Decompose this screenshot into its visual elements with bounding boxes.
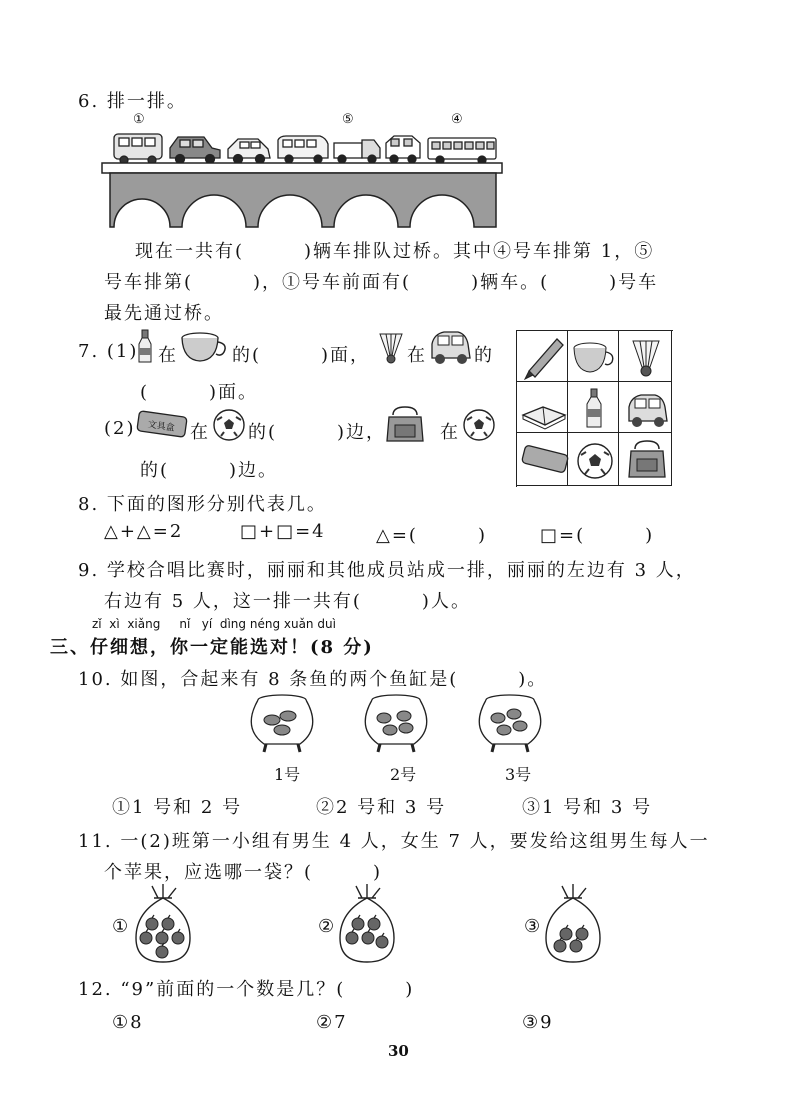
q10-option-1[interactable]: ①1 号和 2 号: [112, 797, 243, 818]
q9-line2: 右边有 5 人，这一排一共有( )人。: [104, 591, 471, 612]
grid-cell: [568, 331, 619, 382]
q6-line1: 现在一共有( )辆车排队过桥。其中④号车排第 1，⑤: [135, 241, 655, 262]
apple-icon: [162, 918, 174, 930]
van-icon: [278, 136, 328, 163]
apple-icon: [352, 918, 364, 930]
apple-icon: [570, 940, 582, 952]
q8-eq1: △+△=2: [104, 521, 184, 542]
apple-bag-1: [130, 882, 196, 966]
fish-bowl-icon: [248, 692, 316, 756]
bowl-label-2: 2号: [390, 765, 417, 784]
q11-line2: 个苹果，应选哪一袋？( ): [104, 862, 383, 883]
marker-4: ④: [451, 112, 464, 127]
grid-cell: [517, 331, 568, 382]
q10-option-3[interactable]: ③1 号和 3 号: [522, 797, 653, 818]
fish-bowl-icon: [362, 692, 430, 756]
q10-option-2[interactable]: ②2 号和 3 号: [316, 797, 447, 818]
q7-p1e: 的: [474, 345, 494, 366]
q7-p2d: 在: [440, 422, 460, 443]
soccer-ball-icon: [212, 408, 246, 442]
q7-p1b: 在: [158, 345, 178, 366]
q9-line1: 9. 学校合唱比赛时，丽丽和其他成员站成一排，丽丽的左边有 3 人，: [78, 560, 696, 581]
bag-label-3[interactable]: ③: [524, 916, 543, 937]
bowl-label-1: 1号: [274, 765, 301, 784]
cup-icon: [180, 332, 230, 364]
shuttlecock-icon: [378, 332, 404, 364]
apple-icon: [156, 946, 168, 958]
apple-icon: [368, 918, 380, 930]
q7-p2a: (2): [104, 418, 136, 439]
q6-line3: 最先通过桥。: [104, 303, 224, 324]
marker-5: ⑤: [342, 112, 355, 127]
grid-cell: [517, 382, 568, 433]
q6-title: 6. 排一排。: [78, 91, 187, 112]
q7-p1f: ( )面。: [140, 382, 259, 403]
apple-icon: [156, 932, 168, 944]
bottle-icon: [135, 330, 155, 364]
grid-cell: [619, 382, 672, 433]
grid-cell: [568, 433, 619, 486]
q8-eq4: □=( ): [540, 525, 655, 546]
q10-stem: 10. 如图，合起来有 8 条鱼的两个鱼缸是( )。: [78, 669, 548, 690]
backpack-icon: [383, 403, 429, 445]
coach-bus-icon: [428, 138, 496, 164]
bag-label-2[interactable]: ②: [318, 916, 337, 937]
q12-option-1[interactable]: ①8: [112, 1012, 144, 1033]
pencil-case-icon: [136, 410, 188, 438]
q7-p1a: 7. (1): [78, 341, 139, 362]
q12-stem: 12. “9”前面的一个数是几？( ): [78, 979, 415, 1000]
fish-bowl-icon: [476, 692, 544, 756]
section3-heading: 三、仔细想，你一定能选对！(8 分): [50, 637, 374, 658]
q7-p2b: 在: [190, 422, 210, 443]
bag-label-1[interactable]: ①: [112, 916, 131, 937]
q11-line1: 11. 一(2)班第一小组有男生 4 人，女生 7 人，要发给这组男生每人一: [78, 831, 710, 852]
q7-p2e: 的( )边。: [140, 460, 279, 481]
apple-icon: [376, 936, 388, 948]
grid-cell: [568, 382, 619, 433]
small-car-icon: [228, 139, 270, 164]
soccer-ball-icon: [462, 408, 496, 442]
q7-p2c: 的( )边，: [248, 422, 387, 443]
q7-p1c: 的( )面，: [232, 345, 371, 366]
hatchback-icon: [386, 136, 420, 163]
apple-icon: [146, 918, 158, 930]
apple-icon: [346, 932, 358, 944]
grid-cell: [517, 433, 568, 486]
grid-cell: [619, 331, 672, 382]
apple-bag-3: [540, 882, 606, 966]
bowl-label-3: 3号: [505, 765, 532, 784]
q12-option-3[interactable]: ③9: [522, 1012, 554, 1033]
truck-icon: [334, 140, 380, 163]
apple-icon: [554, 940, 566, 952]
bus-icon: [114, 134, 162, 164]
page-number: 30: [388, 1042, 409, 1060]
car-icon: [170, 137, 220, 164]
apple-bag-2: [334, 882, 400, 966]
vehicles-row: [112, 130, 502, 166]
q8-title: 8. 下面的图形分别代表几。: [78, 494, 327, 515]
pencil-case-label: 文具盒: [147, 420, 176, 434]
apple-icon: [362, 932, 374, 944]
section3-pinyin: zǐ xì xiǎng nǐ yí dìng néng xuǎn duì: [92, 617, 336, 631]
apple-icon: [140, 932, 152, 944]
marker-1: ①: [133, 112, 146, 127]
grid-cell: [619, 433, 672, 486]
q6-line2: 号车排第( )，①号车前面有( )辆车。( )号车: [104, 272, 659, 293]
q7-p1d: 在: [407, 345, 427, 366]
q8-eq2: □+□=4: [240, 521, 326, 542]
apple-icon: [172, 932, 184, 944]
bridge: [102, 163, 504, 229]
q12-option-2[interactable]: ②7: [316, 1012, 348, 1033]
toy-car-icon: [430, 328, 472, 366]
q8-eq3: △=( ): [376, 525, 487, 546]
